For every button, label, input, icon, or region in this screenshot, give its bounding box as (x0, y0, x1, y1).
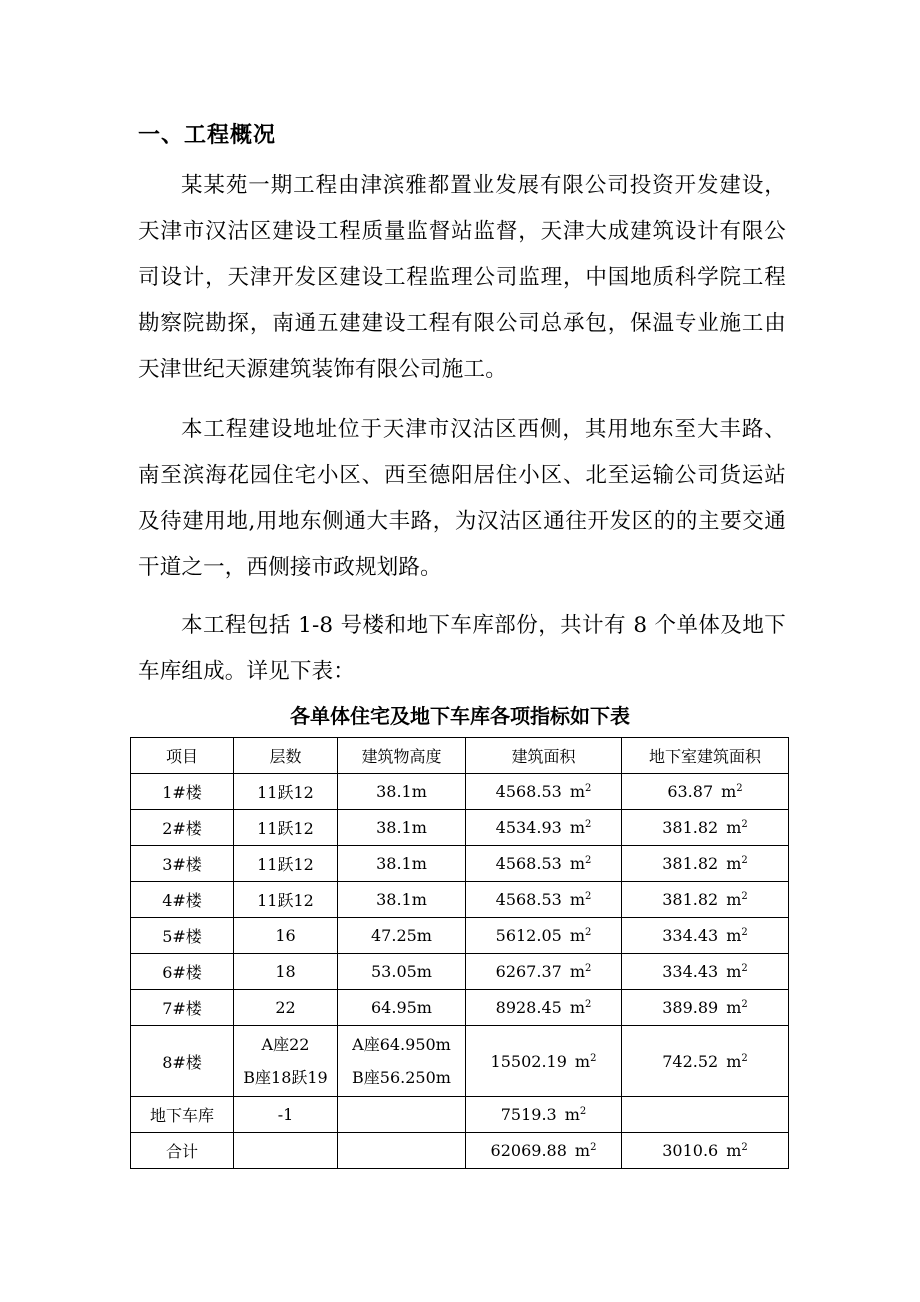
area-unit (570, 818, 592, 837)
area-unit (570, 962, 592, 981)
unit-base: m (564, 1105, 580, 1124)
item-cell: 6#楼 (131, 954, 234, 990)
table-row (131, 846, 789, 882)
unit-base: m (726, 962, 742, 981)
basement-cell (622, 1097, 789, 1133)
unit-exp: 2 (584, 819, 592, 830)
unit-base: m (569, 854, 585, 873)
floors-b: B座18跃19 (243, 1068, 328, 1087)
header-cell: 层数 (234, 738, 338, 774)
floors-cell: -1 (234, 1097, 338, 1133)
unit-exp: 2 (741, 963, 748, 974)
height-cell: 38.1m (338, 882, 466, 918)
area-value: 15502.19 (490, 1051, 567, 1071)
floors-cell: 11跃12 (234, 846, 338, 882)
height-cell: 53.05m (338, 954, 466, 990)
unit-exp: 2 (741, 891, 748, 902)
area-cell (466, 918, 622, 954)
unit-exp: 2 (584, 999, 592, 1010)
table-header-row (131, 738, 789, 774)
basement-unit (721, 782, 743, 801)
floors-cell: 18 (234, 954, 338, 990)
unit-base: m (569, 998, 585, 1017)
area-value: 62069.88 (490, 1141, 567, 1160)
basement-cell (622, 810, 789, 846)
basement-cell (622, 1026, 789, 1097)
unit-exp: 2 (584, 963, 592, 974)
area-value: 5612.05 (495, 926, 562, 945)
item-cell: 4#楼 (131, 882, 234, 918)
unit-base: m (569, 818, 585, 837)
table-row (131, 1097, 789, 1133)
floors-cell: 11跃12 (234, 882, 338, 918)
unit-base: m (726, 998, 742, 1017)
unit-exp: 2 (584, 783, 592, 794)
item-cell: 1#楼 (131, 774, 234, 810)
table-row (131, 954, 789, 990)
area-cell (466, 810, 622, 846)
unit-exp: 2 (584, 855, 592, 866)
unit-base: m (726, 854, 742, 873)
table-row (131, 990, 789, 1026)
unit-base: m (726, 818, 742, 837)
basement-cell (622, 846, 789, 882)
floors-cell: 11跃12 (234, 810, 338, 846)
table-row (131, 774, 789, 810)
area-cell (466, 954, 622, 990)
unit-base: m (569, 962, 585, 981)
basement-value: 334.43 (662, 962, 719, 981)
header-cell: 建筑面积 (466, 738, 622, 774)
basement-unit (726, 1052, 748, 1071)
unit-base: m (721, 782, 737, 801)
item-cell: 地下车库 (131, 1097, 234, 1133)
area-unit (570, 890, 592, 909)
basement-unit (726, 998, 748, 1017)
unit-base: m (726, 890, 742, 909)
unit-exp: 2 (584, 927, 592, 938)
unit-exp: 2 (741, 1142, 748, 1153)
unit-base: m (726, 1141, 742, 1160)
basement-value: 3010.6 (662, 1141, 719, 1160)
table-row-total (131, 1133, 789, 1169)
floors-cell: 16 (234, 918, 338, 954)
height-cell: 64.95m (338, 990, 466, 1026)
basement-cell (622, 774, 789, 810)
unit-exp: 2 (741, 999, 748, 1010)
area-value: 4568.53 (495, 854, 562, 873)
area-value: 6267.37 (495, 962, 562, 981)
unit-exp: 2 (741, 855, 748, 866)
area-unit (570, 854, 592, 873)
basement-unit (726, 890, 748, 909)
unit-base: m (726, 926, 742, 945)
item-cell: 合计 (131, 1133, 234, 1169)
table-title: 各单体住宅及地下车库各项指标如下表 (290, 704, 630, 728)
item-cell: 5#楼 (131, 918, 234, 954)
header-cell: 建筑物高度 (338, 738, 466, 774)
area-cell (466, 846, 622, 882)
height-cell: 38.1m (338, 774, 466, 810)
floors-a: A座22 (261, 1035, 310, 1054)
basement-value: 381.82 (662, 818, 719, 837)
floors-cell: 22 (234, 990, 338, 1026)
unit-exp: 2 (741, 819, 748, 830)
floors-cell (234, 1026, 338, 1097)
unit-base: m (569, 890, 585, 909)
area-cell (466, 990, 622, 1026)
floors-cell (234, 1133, 338, 1169)
basement-value: 389.89 (662, 998, 719, 1017)
basement-value: 334.43 (662, 926, 719, 945)
item-cell: 8#楼 (131, 1026, 234, 1097)
unit-exp: 2 (590, 1142, 597, 1153)
area-unit (570, 998, 592, 1017)
unit-base: m (569, 782, 585, 801)
paragraph-location: 本工程建设地址位于天津市汉沽区西侧，其用地东至大丰路、南至滨海花园住宅小区、西至德阳居住小区、北至运输公司货运站及待建用地,用地东侧通大丰路，为汉沽区通往开发区的的主要交通干道之一，西侧接市政规划路。 (138, 417, 786, 580)
unit-exp: 2 (741, 1052, 748, 1064)
paragraph-scope: 本工程包括 1-8 号楼和地下车库部份，共计有 8 个单体及地下车库组成。详见下表： (138, 613, 786, 684)
basement-value: 63.87 (667, 782, 714, 801)
basement-unit (726, 1141, 748, 1160)
building-indicators-table (130, 737, 789, 1169)
unit-base: m (726, 1051, 742, 1071)
area-value: 7519.3 (500, 1105, 557, 1124)
basement-cell (622, 918, 789, 954)
table-row (131, 918, 789, 954)
unit-exp: 2 (590, 1052, 597, 1064)
basement-cell (622, 882, 789, 918)
area-unit (570, 782, 592, 801)
area-value: 4534.93 (495, 818, 562, 837)
unit-exp: 2 (736, 783, 743, 794)
height-cell: 47.25m (338, 918, 466, 954)
area-unit (575, 1141, 597, 1160)
basement-unit (726, 926, 748, 945)
basement-unit (726, 962, 748, 981)
height-cell (338, 1133, 466, 1169)
basement-value: 381.82 (662, 890, 719, 909)
section-heading: 一、工程概况 (138, 123, 277, 148)
area-value: 4568.53 (495, 890, 562, 909)
basement-value: 742.52 (662, 1051, 719, 1071)
height-cell (338, 1026, 466, 1097)
height-a: A座64.950m (352, 1035, 451, 1054)
height-cell: 38.1m (338, 846, 466, 882)
header-cell: 项目 (131, 738, 234, 774)
area-cell (466, 882, 622, 918)
unit-base: m (574, 1141, 591, 1160)
table-row (131, 1026, 789, 1097)
basement-cell (622, 990, 789, 1026)
item-cell: 3#楼 (131, 846, 234, 882)
height-cell: 38.1m (338, 810, 466, 846)
area-unit (565, 1105, 587, 1124)
table-row (131, 882, 789, 918)
area-cell (466, 1133, 622, 1169)
unit-base: m (574, 1051, 591, 1071)
unit-exp: 2 (741, 927, 748, 938)
basement-cell (622, 954, 789, 990)
item-cell: 7#楼 (131, 990, 234, 1026)
unit-exp: 2 (579, 1106, 587, 1117)
item-cell: 2#楼 (131, 810, 234, 846)
area-unit (575, 1052, 597, 1071)
height-cell (338, 1097, 466, 1133)
basement-value: 381.82 (662, 854, 719, 873)
paragraph-overview: 某某苑一期工程由津滨雅都置业发展有限公司投资开发建设，天津市汉沽区建设工程质量监督站监督，天津大成建筑设计有限公司设计，天津开发区建设工程监理公司监理，中国地质科学院工程勘察院勘探，南通五建建设工程有限公司总承包，保温专业施工由天津世纪天源建筑装饰有限公司施工。 (138, 173, 786, 382)
unit-base: m (569, 926, 585, 945)
area-cell (466, 774, 622, 810)
area-unit (570, 926, 592, 945)
area-cell (466, 1097, 622, 1133)
area-value: 8928.45 (495, 998, 562, 1017)
area-value: 4568.53 (495, 782, 562, 801)
height-b: B座56.250m (352, 1068, 451, 1087)
table-row (131, 810, 789, 846)
basement-unit (726, 818, 748, 837)
basement-unit (726, 854, 748, 873)
unit-exp: 2 (584, 891, 592, 902)
basement-cell (622, 1133, 789, 1169)
area-cell (466, 1026, 622, 1097)
floors-cell: 11跃12 (234, 774, 338, 810)
header-cell: 地下室建筑面积 (622, 738, 789, 774)
